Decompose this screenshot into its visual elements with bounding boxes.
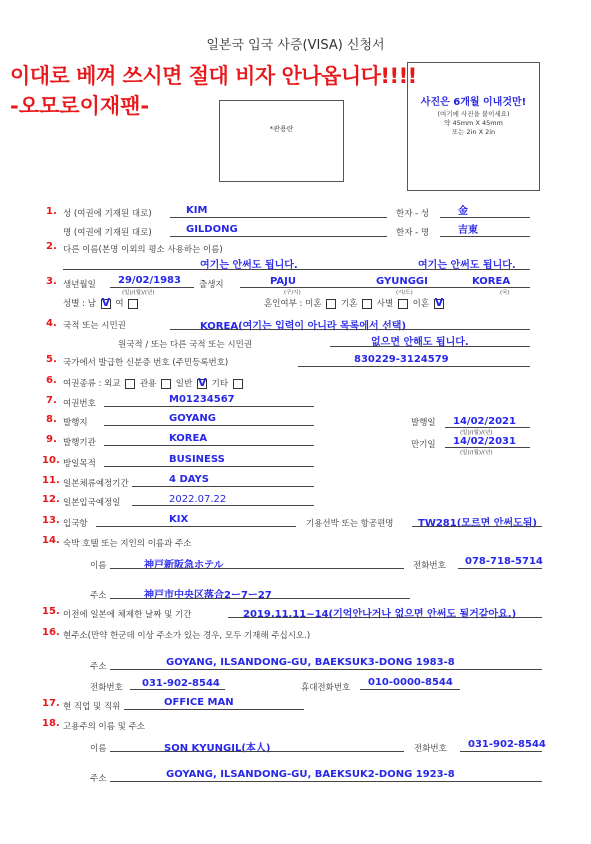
sex-female-label: 여 <box>115 299 124 309</box>
birth-city-value: PAJU <box>270 276 296 287</box>
sex-label: 성별 : 남 <box>63 299 96 309</box>
hotel-section-label: 숙박 호텔 또는 지인의 이름과 주소 <box>63 539 192 549</box>
issue-date-label: 발행일 <box>411 418 436 428</box>
given-name-label: 명 (여권에 기재된 대로) <box>63 228 152 238</box>
form-title: 일본국 입국 사증(VISA) 신청서 <box>206 38 385 53</box>
vessel-value: TW281(모르면 안써도됨) <box>418 518 537 529</box>
marital-single-checkbox[interactable] <box>326 299 336 309</box>
section-number: 6. <box>46 375 57 386</box>
issue-place-label: 발행지 <box>63 418 88 428</box>
sex-female-checkbox[interactable] <box>128 299 138 309</box>
entry-date-value: 2022.07.22 <box>169 494 227 505</box>
hanja-given-value: 吉東 <box>458 225 478 236</box>
marital-married-checkbox[interactable] <box>362 299 372 309</box>
office-use-label: *관용란 <box>269 125 294 133</box>
section-number: 9. <box>46 434 57 445</box>
home-phone-label: 전화번호 <box>90 683 123 693</box>
section-number: 13. <box>42 515 60 526</box>
issue-date-value: 14/02/2021 <box>453 416 516 427</box>
widowed-label: 사별 <box>376 299 394 309</box>
id-number-value: 830229-3124579 <box>354 354 449 365</box>
hotel-phone-label: 전화번호 <box>413 561 446 571</box>
marital-widowed-checkbox[interactable] <box>398 299 408 309</box>
home-address-label: 주소 <box>90 662 107 672</box>
section-number: 8. <box>46 414 57 425</box>
hotel-phone-value: 078-718-5714 <box>465 556 543 567</box>
surname-label: 성 (여권에 기재된 대로) <box>63 209 152 219</box>
stay-label: 일본체류예정기간 <box>63 479 129 489</box>
section-number: 5. <box>46 354 57 365</box>
section-number: 12. <box>42 494 60 505</box>
surname-field[interactable] <box>170 217 387 218</box>
other-names-note: 여기는 안써도 됩니다. <box>200 260 298 271</box>
passport-number-field[interactable] <box>104 406 314 407</box>
vessel-field[interactable] <box>412 526 542 527</box>
photo-size-in: 또는 2in X 2in <box>451 128 496 136</box>
home-address-field[interactable] <box>110 669 542 670</box>
divorced-label: 이혼 <box>412 299 430 309</box>
hanja-given-field[interactable] <box>440 236 530 237</box>
section-number: 11. <box>42 475 60 486</box>
section-number: 14. <box>42 535 60 546</box>
expiry-label: 만기일 <box>411 440 436 450</box>
ordinary-label: 일반 <box>175 379 193 389</box>
birth-country-value: KOREA <box>472 276 511 287</box>
hotel-address-value: 神戸市中央区落合2ー7ー27 <box>144 590 272 601</box>
dob-format: (일)/(월)/(년) <box>122 290 155 296</box>
sex-male-checkbox[interactable] <box>101 299 111 309</box>
employer-address-value: GOYANG, ILSANDONG-GU, BAEKSUK2-DONG 1923-8 <box>166 769 455 780</box>
authority-label: 발행기관 <box>63 438 96 448</box>
marital-row <box>264 297 446 309</box>
port-field[interactable] <box>96 526 296 527</box>
prev-stay-value: 2019.11.11~14(기억안나거나 없으면 안써도 될거같아요.) <box>243 609 517 620</box>
home-phone-field[interactable] <box>130 689 225 690</box>
stay-value: 4 DAYS <box>169 474 209 485</box>
province-format: (시/도) <box>396 290 413 296</box>
entry-date-label: 일본입국예정일 <box>63 498 121 508</box>
id-number-field[interactable] <box>298 366 530 367</box>
expiry-format: (일)/(월)/(년) <box>460 450 493 456</box>
photo-note: 사진은 6개월 이내것만! <box>420 97 527 108</box>
occupation-value: OFFICE MAN <box>164 697 234 708</box>
section-number: 16. <box>42 627 60 638</box>
photo-instruction: (여기에 사진을 붙이세요) <box>437 110 510 118</box>
marital-divorced-checkbox[interactable] <box>434 299 444 309</box>
former-nationality-field[interactable] <box>330 346 530 347</box>
employer-name-field[interactable] <box>110 751 404 752</box>
other-names-label: 다른 이름(본명 이외의 평소 사용하는 이름) <box>63 245 223 255</box>
nationality-label: 국적 또는 시민권 <box>63 321 126 331</box>
photo-size-mm: 약 45mm X 45mm <box>444 119 503 127</box>
passport-number-label: 여권번호 <box>63 399 96 409</box>
surname-value: KIM <box>186 205 208 216</box>
occupation-field[interactable] <box>124 709 304 710</box>
authority-value: KOREA <box>169 433 208 444</box>
authority-field[interactable] <box>104 445 314 446</box>
issue-place-value: GOYANG <box>169 413 216 424</box>
former-nationality-label: 원국적 / 또는 다른 국적 또는 시민권 <box>118 340 253 350</box>
employer-name-label: 이름 <box>90 744 107 754</box>
office-use-box <box>219 100 344 182</box>
hanja-given-label: 한자 - 명 <box>396 228 430 238</box>
section-number: 18. <box>42 718 60 729</box>
entry-date-field[interactable] <box>132 505 314 506</box>
city-format: (구/시) <box>284 290 301 296</box>
purpose-field[interactable] <box>104 466 314 467</box>
employer-address-label: 주소 <box>90 774 107 784</box>
birth-province-value: GYUNGGI <box>376 276 428 287</box>
hanja-surname-field[interactable] <box>440 217 530 218</box>
nationality-field[interactable] <box>170 329 530 330</box>
section-number: 17. <box>42 698 60 709</box>
other-names-note: 여기는 안써도 됩니다. <box>418 260 516 271</box>
hotel-name-field[interactable] <box>110 568 404 569</box>
section-number: 2. <box>46 241 57 252</box>
former-nationality-value: 없으면 안해도 됩니다. <box>371 337 469 348</box>
id-number-label: 국가에서 발급한 신분증 번호 (주민등록번호) <box>63 358 229 368</box>
occupation-label: 현 직업 및 직위 <box>63 702 121 712</box>
other-names-field[interactable] <box>63 269 530 270</box>
employer-phone-label: 전화번호 <box>414 744 447 754</box>
birthplace-label: 출생지 <box>199 280 224 290</box>
issue-date-format: (일)/(월)/(년) <box>460 430 493 436</box>
given-name-field[interactable] <box>170 236 387 237</box>
prev-stay-label: 이전에 일본에 체제한 날짜 및 기간 <box>63 610 192 620</box>
port-value: KIX <box>169 514 189 525</box>
hotel-name-label: 이름 <box>90 561 107 571</box>
hotel-phone-field[interactable] <box>458 568 542 569</box>
mobile-field[interactable] <box>360 689 460 690</box>
section-number: 10. <box>42 455 60 466</box>
mobile-label: 휴대전화번호 <box>301 683 351 693</box>
nationality-value: KOREA(여기는 입력이 아니라 목록에서 선택) <box>200 321 407 332</box>
issue-place-field[interactable] <box>104 425 314 426</box>
vessel-label: 기용선박 또는 항공편명 <box>306 519 394 529</box>
country-format: (국) <box>500 290 510 296</box>
section-number: 4. <box>46 318 57 329</box>
passport-diplomatic-checkbox[interactable] <box>125 379 135 389</box>
hanja-surname-label: 한자 - 성 <box>396 209 430 219</box>
expiry-value: 14/02/2031 <box>453 436 516 447</box>
passport-type-row <box>63 377 245 389</box>
hotel-address-label: 주소 <box>90 591 107 601</box>
home-address-value: GOYANG, ILSANDONG-GU, BAEKSUK3-DONG 1983-8 <box>166 657 455 668</box>
marital-label: 혼인여부 : 미혼 <box>264 299 322 309</box>
warning-line-2: -오모로이재팬- <box>10 94 150 118</box>
sex-row <box>63 297 140 309</box>
warning-line-1: 이대로 베껴 쓰시면 절대 비자 안나옵니다!!!! <box>10 64 417 88</box>
passport-official-checkbox[interactable] <box>161 379 171 389</box>
employer-phone-value: 031-902-8544 <box>468 739 546 750</box>
home-phone-value: 031-902-8544 <box>142 678 220 689</box>
mobile-value: 010-0000-8544 <box>368 677 453 688</box>
employer-label: 고용주의 이름 및 주소 <box>63 722 146 732</box>
married-label: 기혼 <box>340 299 358 309</box>
hotel-address-field[interactable] <box>110 598 410 599</box>
given-name-value: GILDONG <box>186 224 238 235</box>
section-number: 7. <box>46 395 57 406</box>
employer-phone-field[interactable] <box>460 751 542 752</box>
section-number: 1. <box>46 206 57 217</box>
employer-address-field[interactable] <box>110 781 542 782</box>
passport-number-value: M01234567 <box>169 394 235 405</box>
passport-type-label: 여권종류 : 외교 <box>63 379 121 389</box>
purpose-value: BUSINESS <box>169 454 225 465</box>
stay-field[interactable] <box>132 486 314 487</box>
other-label: 기타 <box>211 379 229 389</box>
prev-stay-field[interactable] <box>228 617 542 618</box>
official-label: 관용 <box>139 379 157 389</box>
purpose-label: 방일목적 <box>63 459 96 469</box>
passport-ordinary-checkbox[interactable] <box>197 379 207 389</box>
port-label: 입국항 <box>63 519 88 529</box>
dob-value: 29/02/1983 <box>118 275 181 286</box>
current-address-label: 현주소(만약 한군데 이상 주소가 있는 경우, 모두 기재해 주십시오.) <box>63 631 311 641</box>
section-number: 15. <box>42 606 60 617</box>
employer-name-value: SON KYUNGIL(本人) <box>164 743 271 754</box>
hanja-surname-value: 金 <box>458 206 468 217</box>
passport-other-checkbox[interactable] <box>233 379 243 389</box>
hotel-name-value: 神戸新阪急ホテル <box>144 560 224 571</box>
section-number: 3. <box>46 276 57 287</box>
dob-label: 생년월일 <box>63 280 96 290</box>
photo-box[interactable] <box>407 62 540 191</box>
